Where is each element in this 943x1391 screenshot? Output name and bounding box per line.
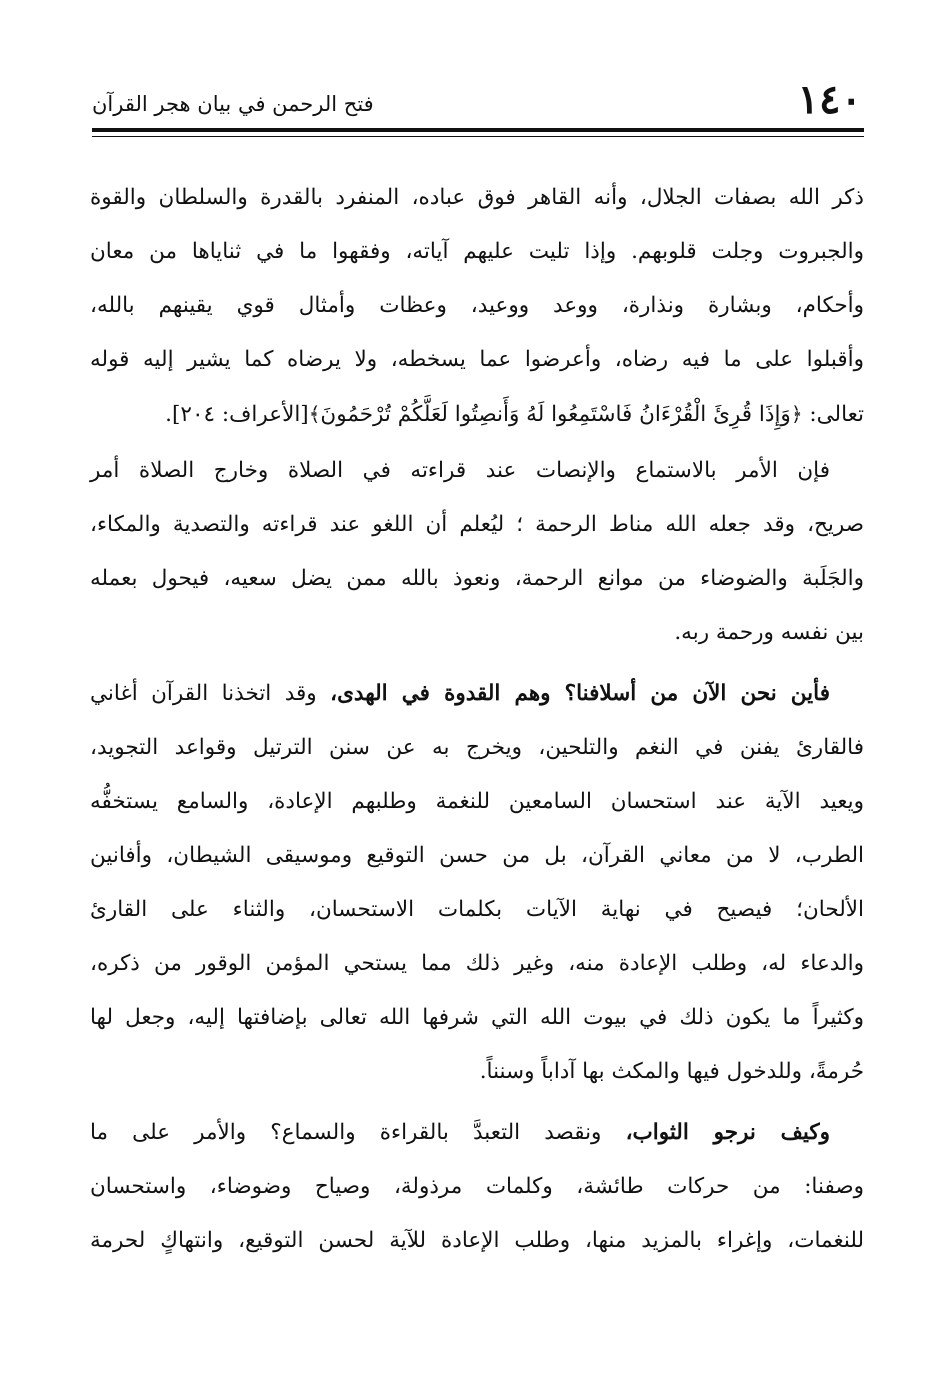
text-line: وكثيراً ما يكون ذلك في بيوت الله التي شرفها الله تعالى بإضافتها إليه، وجعل لها <box>90 1005 864 1030</box>
verse-close-ornament: ﴾ <box>308 402 321 426</box>
text-line: فإن الأمر بالاستماع والإنصات عند قراءته في الصلاة وخارج الصلاة أمر <box>90 458 830 483</box>
verse-prefix: تعالى: <box>809 402 864 427</box>
quran-verse: وَإِذَا قُرِئَ الْقُرْءَانُ فَاسْتَمِعُوا لَهُ وَأَنصِتُوا لَعَلَّكُمْ تُرْحَمُونَ <box>320 402 791 427</box>
text-line: فالقارئ يفنن في النغم والتلحين، ويخرج به عن سنن الترتيل وقواعد التجويد، <box>90 735 864 760</box>
header-rule-thick <box>92 128 864 132</box>
header-rule-thin <box>92 136 864 137</box>
paragraph-lead-bold: فأين نحن الآن من أسلافنا؟ وهم القدوة في الهدى، <box>330 681 830 706</box>
text-line: والجبروت وجلت قلوبهم. وإذا تليت عليهم آياته، وفقهوا ما في ثناياها من معان <box>90 239 864 264</box>
text-line: بين نفسه ورحمة ربه. <box>674 620 864 645</box>
page-number: ١٤٠ <box>797 76 862 123</box>
text-line: والجَلَبة والضوضاء من موانع الرحمة، ونعوذ بالله ممن يضل سعيه، فيحول بعمله <box>90 566 864 591</box>
verse-line <box>90 387 864 441</box>
body-text <box>90 171 864 1268</box>
text-line: للنغمات، وإغراء بالمزيد منها، وطلب الإعادة للآية لحسن التوقيع، وانتهاكٍ لحرمة <box>90 1228 864 1253</box>
text-line: وأقبلوا على ما فيه رضاه، وأعرضوا عما يسخطه، ولا يرضاه كما يشير إليه قوله <box>90 347 864 372</box>
verse-reference: [الأعراف: ٢٠٤]. <box>165 402 309 427</box>
paragraph-4 <box>90 1106 864 1268</box>
paragraph-2 <box>90 444 864 660</box>
text-line: حُرمةً، وللدخول فيها والمكث بها آداباً وسنناً. <box>479 1059 864 1084</box>
page-header <box>92 76 862 123</box>
text-line: ويعيد الآية عند استحسان السامعين للنغمة وطلبهم الإعادة، والسامع يستخفُّه <box>90 789 864 814</box>
text-line: ذكر الله بصفات الجلال، وأنه القاهر فوق عباده، المنفرد بالقدرة والسلطان والقوة <box>90 185 864 210</box>
text-line: الألحان؛ فيصيح في نهاية الآيات بكلمات الاستحسان، والثناء على القارئ <box>90 897 864 922</box>
paragraph-lead-bold: وكيف نرجو الثواب، <box>625 1120 830 1145</box>
text-line: صريح، وقد جعله الله مناط الرحمة ؛ ليُعلم أن اللغو عند قراءته والتصدية والمكاء، <box>90 512 864 537</box>
paragraph-lead-rest: وقد اتخذنا القرآن أغاني <box>90 681 331 706</box>
paragraph-1 <box>90 171 864 441</box>
text-line: وصفنا: من حركات طائشة، وكلمات مرذولة، وصياح وضوضاء، واستحسان <box>90 1174 864 1199</box>
text-line: الطرب، لا من معاني القرآن، بل من حسن التوقيع وموسيقى الشيطان، وأفانين <box>90 843 864 868</box>
text-line: والدعاء له، وطلب الإعادة منه، وغير ذلك مما يستحي المؤمن الوقور من ذكره، <box>90 951 864 976</box>
text-line: وأحكام، وبشارة ونذارة، ووعد ووعيد، وعظات وأمثال قوي يقينهم بالله، <box>90 293 864 318</box>
verse-open-ornament: ﴿ <box>790 402 803 426</box>
running-title: فتح الرحمن في بيان هجر القرآن <box>92 92 374 116</box>
paragraph-lead-rest: ونقصد التعبدَّ بالقراءة والسماع؟ والأمر على ما <box>90 1120 626 1145</box>
text-line <box>90 667 864 721</box>
text-line <box>90 1106 864 1160</box>
paragraph-3 <box>90 667 864 1099</box>
